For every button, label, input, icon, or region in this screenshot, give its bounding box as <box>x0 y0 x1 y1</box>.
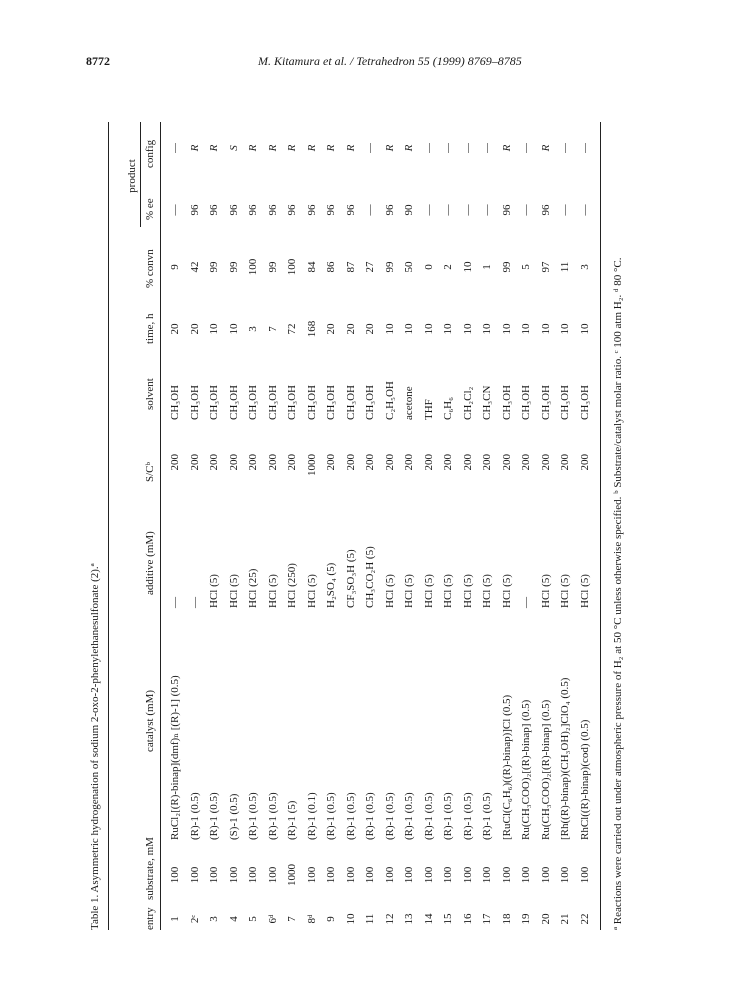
cell-sc: 200 <box>500 454 513 471</box>
cell-config: — <box>578 143 591 153</box>
cell-config: S <box>227 145 240 151</box>
cell-sc: 200 <box>364 454 376 471</box>
cell-convn: 5 <box>520 264 532 270</box>
cell-additive: HCl (5) <box>539 574 552 608</box>
cell-convn: 100 <box>286 258 298 276</box>
cell-entry: 11 <box>364 913 376 925</box>
cell-solvent: CH₃OH <box>266 384 279 420</box>
cell-sc: 200 <box>539 454 552 471</box>
cell-sc: 1000 <box>305 454 318 476</box>
cell-catalyst: Ru(CH₃COO)₂[(R)-binap] (0.5) <box>539 699 552 840</box>
cell-substrate: 100 <box>578 866 591 884</box>
cell-time: 10 <box>208 323 220 335</box>
cell-catalyst: (S)-1 (0.5) <box>227 793 240 840</box>
cell-substrate: 100 <box>500 866 513 884</box>
cell-entry: 12 <box>383 913 396 925</box>
cell-convn: 2 <box>442 264 454 270</box>
cell-substrate: 100 <box>461 866 474 884</box>
cell-sc: 200 <box>344 454 357 471</box>
cell-catalyst: [RuCl(C₆H₆)((R)-binap)]Cl (0.5) <box>500 694 513 840</box>
cell-convn: 99 <box>383 261 396 273</box>
cell-solvent: C₂H₅OH <box>383 381 396 420</box>
cell-time: 10 <box>578 323 591 335</box>
cell-sc: 200 <box>266 454 279 471</box>
cell-sc: 200 <box>481 454 493 471</box>
cell-substrate: 100 <box>247 866 259 884</box>
cell-sc: 200 <box>169 454 181 471</box>
cell-substrate: 100 <box>539 866 552 884</box>
cell-solvent: CH₃OH <box>208 384 220 420</box>
cell-substrate: 100 <box>364 866 376 884</box>
cell-additive: HCl (5) <box>208 574 220 608</box>
cell-additive: HCl (5) <box>383 574 396 608</box>
cell-additive: HCl (5) <box>305 574 318 608</box>
col-header-convn: % convn <box>144 249 156 288</box>
cell-time: 20 <box>325 323 337 335</box>
cell-entry: 17 <box>481 913 493 925</box>
product-rule <box>140 122 141 227</box>
cell-solvent: CH₃OH <box>325 384 337 420</box>
cell-convn: 0 <box>422 264 435 270</box>
cell-catalyst: (R)-1 (0.5) <box>442 792 454 840</box>
cell-solvent: CH₃OH <box>169 384 181 420</box>
cell-entry: 19 <box>520 913 532 925</box>
cell-solvent: CH₃OH <box>188 384 201 420</box>
cell-entry: 8ᵈ <box>305 914 318 924</box>
cell-entry: 16 <box>461 913 474 925</box>
cell-ee: — <box>559 204 571 216</box>
cell-ee: 96 <box>500 204 513 216</box>
cell-solvent: CH₃OH <box>305 384 318 420</box>
cell-time: 10 <box>422 323 435 335</box>
cell-entry: 3 <box>208 916 220 922</box>
cell-convn: 84 <box>305 261 318 273</box>
cell-additive: HCl (5) <box>559 574 571 608</box>
cell-time: 168 <box>305 320 318 338</box>
cell-sc: 200 <box>383 454 396 471</box>
cell-convn: 99 <box>500 261 513 273</box>
cell-solvent: CH₃OH <box>247 384 259 420</box>
table-footnote: ª Reactions were carried out under atmospheric pressure of H₂ at 50 °C unless otherwise specified. ᵇ Substrate/catalyst molar ratio. ᶜ 100 atm H₂. ᵈ 80 °C. <box>612 257 624 930</box>
cell-time: 10 <box>500 323 513 335</box>
cell-catalyst: (R)-1 (0.5) <box>364 792 376 840</box>
cell-time: 20 <box>344 323 357 335</box>
col-header-catalyst: catalyst (mM) <box>144 689 156 752</box>
cell-time: 10 <box>520 323 532 335</box>
cell-ee: 96 <box>305 204 318 216</box>
cell-substrate: 100 <box>305 866 318 884</box>
cell-config: R <box>325 144 337 152</box>
cell-substrate: 100 <box>266 866 279 884</box>
cell-config: R <box>539 144 552 152</box>
cell-substrate: 100 <box>481 866 493 884</box>
cell-config: R <box>247 144 259 152</box>
cell-solvent: CH₃OH <box>344 384 357 420</box>
cell-additive: CH₃CO₂H (5) <box>364 546 376 608</box>
cell-catalyst: (R)-1 (5) <box>286 800 298 840</box>
cell-additive: — <box>188 597 201 608</box>
cell-sc: 200 <box>520 454 532 471</box>
cell-additive: HCl (5) <box>403 574 415 608</box>
cell-entry: 6ᵈ <box>266 914 279 924</box>
cell-entry: 4 <box>227 916 240 922</box>
cell-catalyst: [Rh((R)-binap)(CH₃OH)₂]ClO₄ (0.5) <box>559 677 571 840</box>
cell-convn: 11 <box>559 261 571 273</box>
cell-substrate: 100 <box>442 866 454 884</box>
cell-sc: 200 <box>188 454 201 471</box>
cell-time: 10 <box>461 323 474 335</box>
col-header-solvent: solvent <box>144 378 156 410</box>
cell-substrate: 100 <box>559 866 571 884</box>
cell-sc: 200 <box>286 454 298 471</box>
cell-solvent: CH₃CN <box>481 385 493 420</box>
cell-additive: HCl (5) <box>422 574 435 608</box>
cell-time: 20 <box>188 323 201 335</box>
cell-convn: 97 <box>539 261 552 273</box>
cell-time: 10 <box>403 323 415 335</box>
cell-substrate: 100 <box>169 866 181 884</box>
cell-config: R <box>383 144 396 152</box>
cell-ee: 96 <box>383 204 396 216</box>
cell-sc: 200 <box>461 454 474 471</box>
cell-solvent: acetone <box>403 386 415 420</box>
cell-entry: 22 <box>578 913 591 925</box>
cell-additive: HCl (5) <box>578 574 591 608</box>
cell-convn: 27 <box>364 261 376 273</box>
cell-catalyst: (R)-1 (0.5) <box>188 792 201 840</box>
cell-catalyst: (R)-1 (0.5) <box>383 792 396 840</box>
cell-config: R <box>344 144 357 152</box>
cell-additive: — <box>520 597 532 608</box>
cell-convn: 99 <box>227 261 240 273</box>
cell-sc: 200 <box>578 454 591 471</box>
cell-time: 10 <box>539 323 552 335</box>
cell-catalyst: (R)-1 (0.5) <box>208 792 220 840</box>
cell-additive: HCl (250) <box>286 563 298 608</box>
cell-entry: 14 <box>422 913 435 925</box>
col-header-ee: % ee <box>144 198 156 220</box>
cell-additive: HCl (5) <box>500 574 513 608</box>
cell-catalyst: (R)-1 (0.5) <box>481 792 493 840</box>
cell-sc: 200 <box>403 454 415 471</box>
cell-config: — <box>422 143 435 153</box>
cell-solvent: CH₃OH <box>520 384 532 420</box>
header-rule <box>160 122 161 930</box>
cell-ee: — <box>422 204 435 216</box>
cell-time: 72 <box>286 323 298 335</box>
cell-time: 10 <box>227 323 240 335</box>
cell-additive: HCl (5) <box>266 574 279 608</box>
cell-sc: 200 <box>325 454 337 471</box>
cell-sc: 200 <box>227 454 240 471</box>
col-header-time: time, h <box>144 313 156 344</box>
cell-time: 20 <box>169 323 181 335</box>
cell-substrate: 100 <box>422 866 435 884</box>
cell-entry: 18 <box>500 913 513 925</box>
running-head: M. Kitamura et al. / Tetrahedron 55 (1999) 8769–8785 <box>258 54 522 68</box>
cell-solvent: CH₂Cl₂ <box>461 386 474 420</box>
cell-config: — <box>442 143 454 153</box>
cell-additive: HCl (25) <box>247 568 259 608</box>
cell-solvent: CH₃OH <box>364 384 376 420</box>
cell-config: — <box>169 143 181 153</box>
cell-config: R <box>266 144 279 152</box>
cell-ee: — <box>442 204 454 216</box>
cell-catalyst: RhCl((R)-binap)(cod) (0.5) <box>578 719 591 840</box>
cell-sc: 200 <box>208 454 220 471</box>
cell-ee: 96 <box>208 204 220 216</box>
bottom-rule <box>600 122 601 930</box>
cell-sc: 200 <box>247 454 259 471</box>
cell-catalyst: Ru(CH₃COO)₂[(R)-binap] (0.5) <box>520 699 532 840</box>
cell-config: R <box>500 144 513 152</box>
cell-time: 7 <box>266 326 279 332</box>
cell-ee: 96 <box>227 204 240 216</box>
col-header-substrate: substrate, mM <box>144 837 156 900</box>
cell-substrate: 1000 <box>286 864 298 886</box>
cell-ee: 90 <box>403 204 415 216</box>
cell-solvent: CH₃OH <box>227 384 240 420</box>
cell-solvent: CH₃OH <box>539 384 552 420</box>
cell-substrate: 100 <box>383 866 396 884</box>
cell-convn: 99 <box>208 261 220 273</box>
cell-ee: 96 <box>325 204 337 216</box>
cell-time: 3 <box>247 326 259 332</box>
cell-ee: 96 <box>344 204 357 216</box>
cell-entry: 1 <box>169 916 181 922</box>
table-caption: Table 1. Asymmetric hydrogenation of sodium 2-oxo-2-phenylethanesulfonate (2).ª <box>89 563 101 930</box>
cell-entry: 21 <box>559 913 571 925</box>
cell-catalyst: (R)-1 (0.5) <box>461 792 474 840</box>
cell-substrate: 100 <box>344 866 357 884</box>
col-header-sc: S/Cᵇ <box>144 462 156 482</box>
cell-convn: 100 <box>247 258 259 276</box>
cell-substrate: 100 <box>188 866 201 884</box>
cell-entry: 9 <box>325 916 337 922</box>
cell-time: 10 <box>383 323 396 335</box>
cell-ee: 96 <box>539 204 552 216</box>
cell-catalyst: (R)-1 (0.5) <box>403 792 415 840</box>
cell-additive: HCl (5) <box>227 574 240 608</box>
cell-substrate: 100 <box>227 866 240 884</box>
cell-catalyst: (R)-1 (0.5) <box>325 792 337 840</box>
cell-additive: H₂SO₄ (5) <box>325 562 337 608</box>
cell-additive: CF₃SO₃H (5) <box>344 549 357 608</box>
cell-additive: HCl (5) <box>442 574 454 608</box>
cell-convn: 87 <box>344 261 357 273</box>
cell-config: — <box>559 143 571 153</box>
cell-additive: HCl (5) <box>481 574 493 608</box>
product-group-header: product <box>126 159 138 193</box>
cell-time: 20 <box>364 323 376 335</box>
cell-entry: 10 <box>344 913 357 925</box>
cell-entry: 13 <box>403 913 415 925</box>
cell-entry: 20 <box>539 913 552 925</box>
table-row <box>578 122 600 930</box>
cell-ee: — <box>578 204 591 216</box>
cell-substrate: 100 <box>325 866 337 884</box>
cell-convn: 9 <box>169 264 181 270</box>
cell-config: R <box>305 144 318 152</box>
cell-ee: 96 <box>266 204 279 216</box>
cell-config: R <box>188 144 201 152</box>
cell-time: 10 <box>442 323 454 335</box>
cell-ee: — <box>364 204 376 216</box>
cell-ee: — <box>481 204 493 216</box>
cell-convn: 10 <box>461 261 474 273</box>
page-number: 8772 <box>86 54 110 68</box>
cell-additive: — <box>169 597 181 608</box>
col-header-config: config <box>144 139 156 168</box>
cell-ee: — <box>520 204 532 216</box>
col-header-entry: entry <box>144 907 156 930</box>
cell-solvent: THF <box>422 399 435 420</box>
cell-additive: HCl (5) <box>461 574 474 608</box>
cell-ee: — <box>169 204 181 216</box>
cell-solvent: C₆H₆ <box>442 397 454 420</box>
cell-catalyst: (R)-1 (0.5) <box>344 792 357 840</box>
col-header-additive: additive (mM) <box>144 531 156 595</box>
cell-convn: 50 <box>403 261 415 273</box>
cell-solvent: CH₃OH <box>500 384 513 420</box>
cell-sc: 200 <box>559 454 571 471</box>
cell-config: R <box>403 144 415 152</box>
cell-config: R <box>286 144 298 152</box>
cell-convn: 1 <box>481 264 493 270</box>
cell-convn: 42 <box>188 261 201 273</box>
cell-config: — <box>520 143 532 153</box>
cell-config: — <box>364 143 376 153</box>
cell-solvent: CH₃OH <box>286 384 298 420</box>
cell-sc: 200 <box>442 454 454 471</box>
cell-entry: 7 <box>286 916 298 922</box>
cell-substrate: 100 <box>208 866 220 884</box>
cell-time: 10 <box>559 323 571 335</box>
top-rule <box>108 122 109 930</box>
rotated-table <box>88 100 668 930</box>
cell-ee: 96 <box>286 204 298 216</box>
cell-convn: 99 <box>266 261 279 273</box>
cell-entry: 5 <box>247 916 259 922</box>
cell-substrate: 100 <box>403 866 415 884</box>
cell-catalyst: (R)-1 (0.5) <box>422 792 435 840</box>
cell-ee: — <box>461 204 474 216</box>
cell-time: 10 <box>481 323 493 335</box>
cell-entry: 15 <box>442 913 454 925</box>
cell-catalyst: (R)-1 (0.1) <box>305 792 318 840</box>
cell-sc: 200 <box>422 454 435 471</box>
cell-catalyst: (R)-1 (0.5) <box>266 792 279 840</box>
cell-config: — <box>481 143 493 153</box>
cell-substrate: 100 <box>520 866 532 884</box>
cell-entry: 2ᶜ <box>188 914 201 924</box>
cell-convn: 3 <box>578 264 591 270</box>
cell-solvent: CH₃OH <box>559 384 571 420</box>
cell-ee: 96 <box>247 204 259 216</box>
cell-config: — <box>461 143 474 153</box>
cell-ee: 96 <box>188 204 201 216</box>
cell-convn: 86 <box>325 261 337 273</box>
cell-catalyst: RuCl₂[(R)-binap](dmf)ₙ [(R)-1] (0.5) <box>169 675 181 840</box>
cell-catalyst: (R)-1 (0.5) <box>247 792 259 840</box>
cell-config: R <box>208 144 220 152</box>
cell-solvent: CH₃OH <box>578 384 591 420</box>
